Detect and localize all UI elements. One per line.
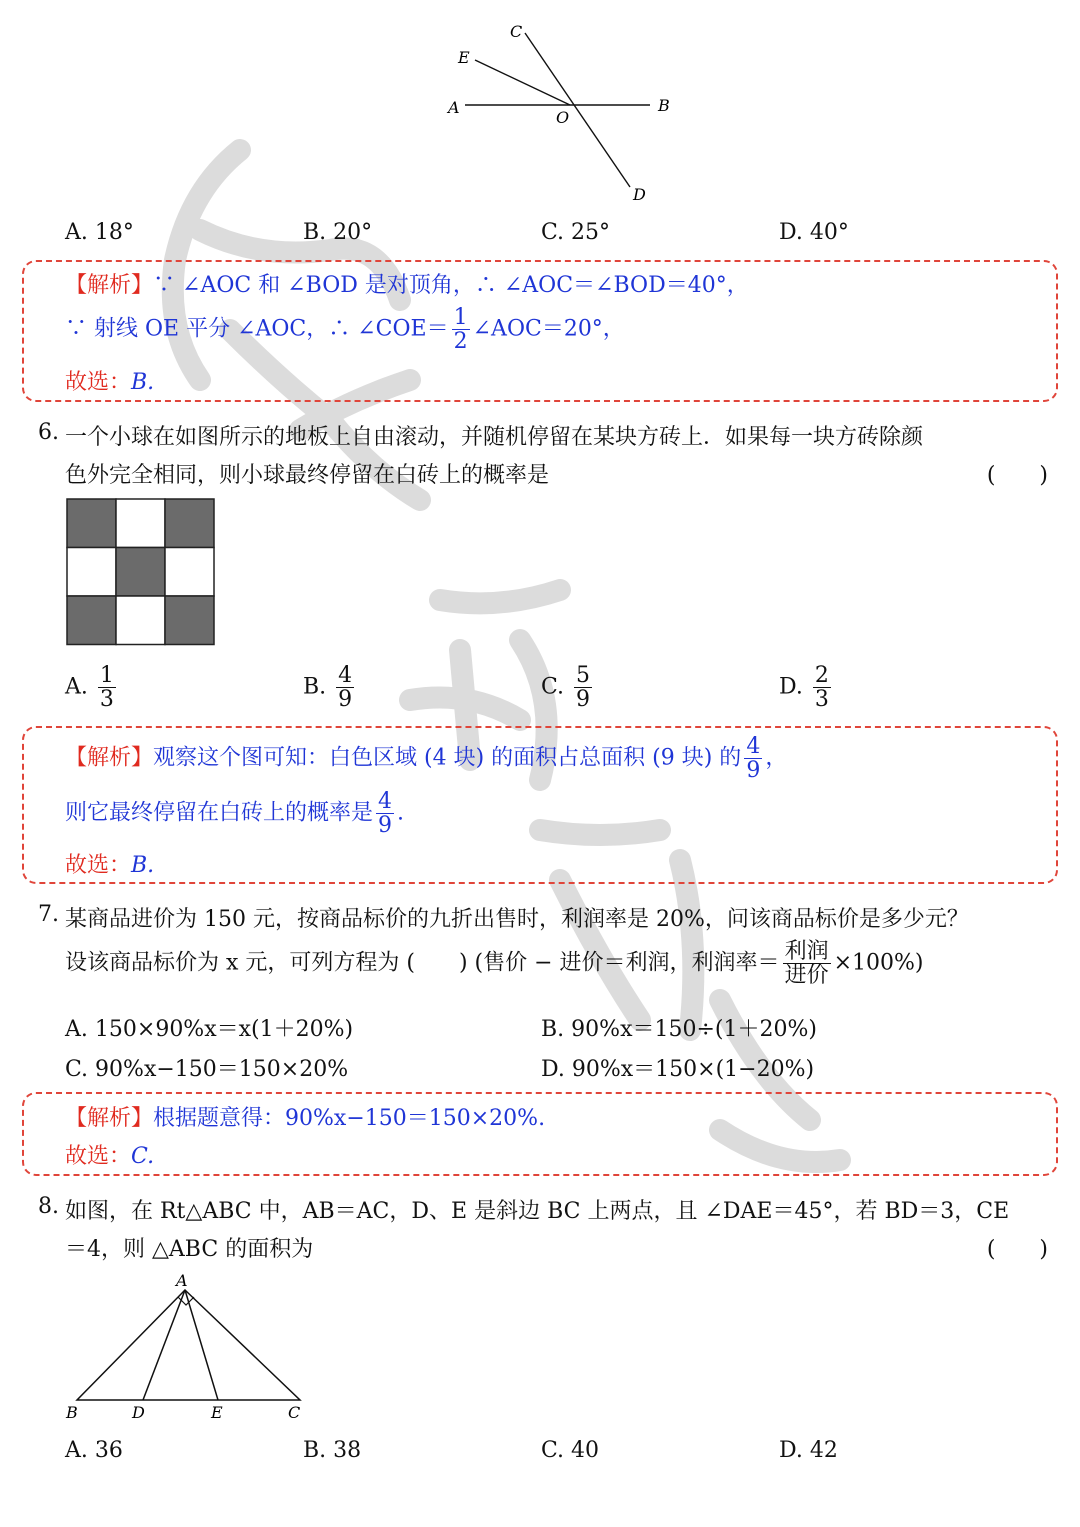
angle-figure (430, 15, 690, 215)
answer-label: 故选： (65, 1144, 132, 1169)
option-letter: A. (65, 674, 88, 700)
fraction-denominator: 2 (453, 329, 468, 355)
label-C: C (510, 22, 523, 41)
q5-option-d[interactable] (779, 220, 849, 245)
fraction-numerator: 5 (576, 663, 591, 688)
q8-stem-line1: 如图，在 Rt△ABC 中，AB＝AC，D、E 是斜边 BC 上两点，且 ∠DAE＝45°，若 BD＝3，CE (65, 1199, 1010, 1224)
fraction (452, 306, 470, 353)
label-A: A (448, 98, 460, 117)
option-letter: A. (65, 220, 88, 245)
analysis-text: ∵ ∠AOC 和 ∠BOD 是对顶角，∴ ∠AOC＝∠BOD＝40°， (153, 273, 749, 298)
analysis-text: 则它最终停留在白砖上的概率是 (65, 800, 374, 826)
fraction-numerator: 4 (746, 734, 761, 759)
option-letter: A. (65, 1438, 88, 1463)
option-letter: D. (541, 1057, 565, 1082)
label-D: D (633, 185, 646, 204)
q6-answer (65, 848, 154, 879)
q6-stem-line2: 色外完全相同，则小球最终停留在白砖上的概率是 (65, 463, 550, 488)
analysis-text: 根据题意得：90%x−150＝150×20%. (153, 1106, 546, 1131)
answer-label: 故选： (65, 853, 132, 878)
q6-option-a[interactable] (65, 664, 119, 711)
fraction-denominator: 9 (746, 758, 761, 784)
tile-dark (67, 596, 116, 645)
stem-text: 设该商品标价为 x 元，可列方程为 ( ) (售价 − 进价＝利润，利润率＝ (65, 950, 780, 976)
option-letter: A. (65, 1017, 88, 1042)
fraction-numerator: 1 (99, 663, 114, 688)
q6-analysis-line1 (65, 735, 787, 782)
label-O: O (556, 108, 570, 127)
label-D: D (132, 1403, 145, 1422)
fraction-numerator: 4 (338, 663, 353, 688)
answer-value: C. (131, 1144, 155, 1169)
fraction-numerator: 1 (453, 305, 468, 330)
analysis-tag: 【解析】 (65, 273, 154, 298)
fraction (336, 664, 354, 711)
fraction-numerator: 4 (378, 789, 393, 814)
fraction (98, 664, 116, 711)
q7-option-b[interactable] (541, 1012, 817, 1043)
q7-option-c[interactable] (65, 1052, 348, 1083)
q8-option-d[interactable] (779, 1438, 838, 1463)
q6-option-d[interactable] (779, 664, 834, 711)
option-letter: B. (541, 1017, 565, 1042)
option-text: 25° (571, 220, 611, 245)
option-letter: D. (779, 674, 803, 700)
fraction-numerator: 利润 (784, 939, 829, 964)
option-letter: C. (65, 1057, 89, 1082)
analysis-text: . (397, 800, 405, 826)
option-letter: D. (779, 1438, 803, 1463)
option-text: 90%x＝150×(1−20%) (571, 1057, 815, 1082)
fraction-denominator: 9 (576, 687, 591, 713)
option-text: 20° (333, 220, 373, 245)
analysis-text: ∵ 射线 OE 平分 ∠AOC，∴ ∠COE＝ (65, 316, 449, 342)
label-E: E (458, 48, 470, 67)
option-text: 38 (333, 1438, 362, 1463)
label-A: A (176, 1271, 188, 1290)
q7-analysis-line1 (65, 1101, 545, 1132)
fraction-denominator: 进价 (784, 963, 829, 989)
q5-option-c[interactable] (541, 220, 610, 245)
q5-option-a[interactable] (65, 220, 134, 245)
tile-dark (165, 499, 214, 548)
stem-text: ×100%) (833, 950, 924, 976)
tile-light (116, 596, 165, 645)
fraction (376, 790, 394, 837)
fraction-numerator: 2 (814, 663, 829, 688)
analysis-text: ， (765, 745, 788, 771)
option-letter: C. (541, 674, 565, 700)
option-letter: B. (303, 674, 327, 700)
analysis-tag: 【解析】 (65, 745, 154, 771)
q7-option-a[interactable] (65, 1012, 353, 1043)
option-text: 40° (809, 220, 849, 245)
answer-value: B. (131, 853, 155, 878)
analysis-text: 观察这个图可知：白色区域 (4 块) 的面积占总面积 (9 块) 的 (153, 745, 742, 771)
label-E: E (211, 1403, 223, 1422)
label-B: B (658, 96, 670, 115)
q7-option-d[interactable] (541, 1052, 814, 1083)
tile-light (67, 548, 116, 597)
q5-analysis-line1 (65, 268, 749, 299)
analysis-tag: 【解析】 (65, 1106, 154, 1131)
q6-number: 6. (38, 420, 59, 445)
option-text: 18° (94, 220, 134, 245)
tile-dark (67, 499, 116, 548)
option-letter: D. (779, 220, 803, 245)
q8-option-b[interactable] (303, 1438, 361, 1463)
q6-option-c[interactable] (541, 664, 595, 711)
tile-dark (116, 548, 165, 597)
q8-answer-blank[interactable]: ( ) (986, 1237, 1048, 1262)
option-text: 90%x−150＝150×20% (95, 1057, 349, 1082)
option-text: 42 (809, 1438, 838, 1463)
q6-analysis-line2 (65, 790, 404, 837)
fraction-denominator: 3 (814, 687, 829, 713)
fraction-denominator: 3 (99, 687, 114, 713)
fraction (574, 664, 592, 711)
q7-stem-line2 (65, 940, 924, 987)
tile-light (165, 548, 214, 597)
option-letter: C. (541, 220, 565, 245)
q5-option-b[interactable] (303, 220, 372, 245)
analysis-text: ∠AOC＝20°， (472, 316, 625, 342)
answer-label: 故选： (65, 370, 132, 395)
q8-stem-line2: ＝4，则 △ABC 的面积为 (65, 1237, 314, 1262)
q7-answer (65, 1139, 154, 1170)
fraction-denominator: 9 (378, 813, 393, 839)
fraction (744, 735, 762, 782)
q7-stem-line1: 某商品进价为 150 元，按商品标价的九折出售时，利润率是 20%，问该商品标价是多少元？ (65, 907, 969, 932)
fraction (783, 940, 831, 987)
q6-option-b[interactable] (303, 664, 357, 711)
q6-answer-blank[interactable]: ( ) (986, 463, 1048, 488)
option-text: 90%x＝150÷(1＋20%) (571, 1017, 817, 1042)
fraction (813, 664, 831, 711)
q5-analysis-line2 (65, 306, 625, 353)
q8-number: 8. (38, 1194, 59, 1219)
option-letter: C. (541, 1438, 565, 1463)
q6-stem-line1: 一个小球在如图所示的地板上自由滚动，并随机停留在某块方砖上．如果每一块方砖除颜 (65, 425, 924, 450)
q7-number: 7. (38, 902, 59, 927)
option-letter: B. (303, 220, 327, 245)
q5-answer (65, 365, 154, 396)
label-C: C (288, 1403, 301, 1422)
q8-option-a[interactable] (65, 1438, 123, 1463)
label-B: B (66, 1403, 78, 1422)
option-text: 150×90%x＝x(1＋20%) (94, 1017, 354, 1042)
tile-light (116, 499, 165, 548)
tile-dark (165, 596, 214, 645)
fraction-denominator: 9 (338, 687, 353, 713)
option-text: 40 (571, 1438, 600, 1463)
answer-value: B. (131, 370, 155, 395)
tile-grid (66, 498, 216, 646)
triangle-figure (60, 1270, 320, 1430)
q8-option-c[interactable] (541, 1438, 599, 1463)
option-text: 36 (94, 1438, 123, 1463)
option-letter: B. (303, 1438, 327, 1463)
